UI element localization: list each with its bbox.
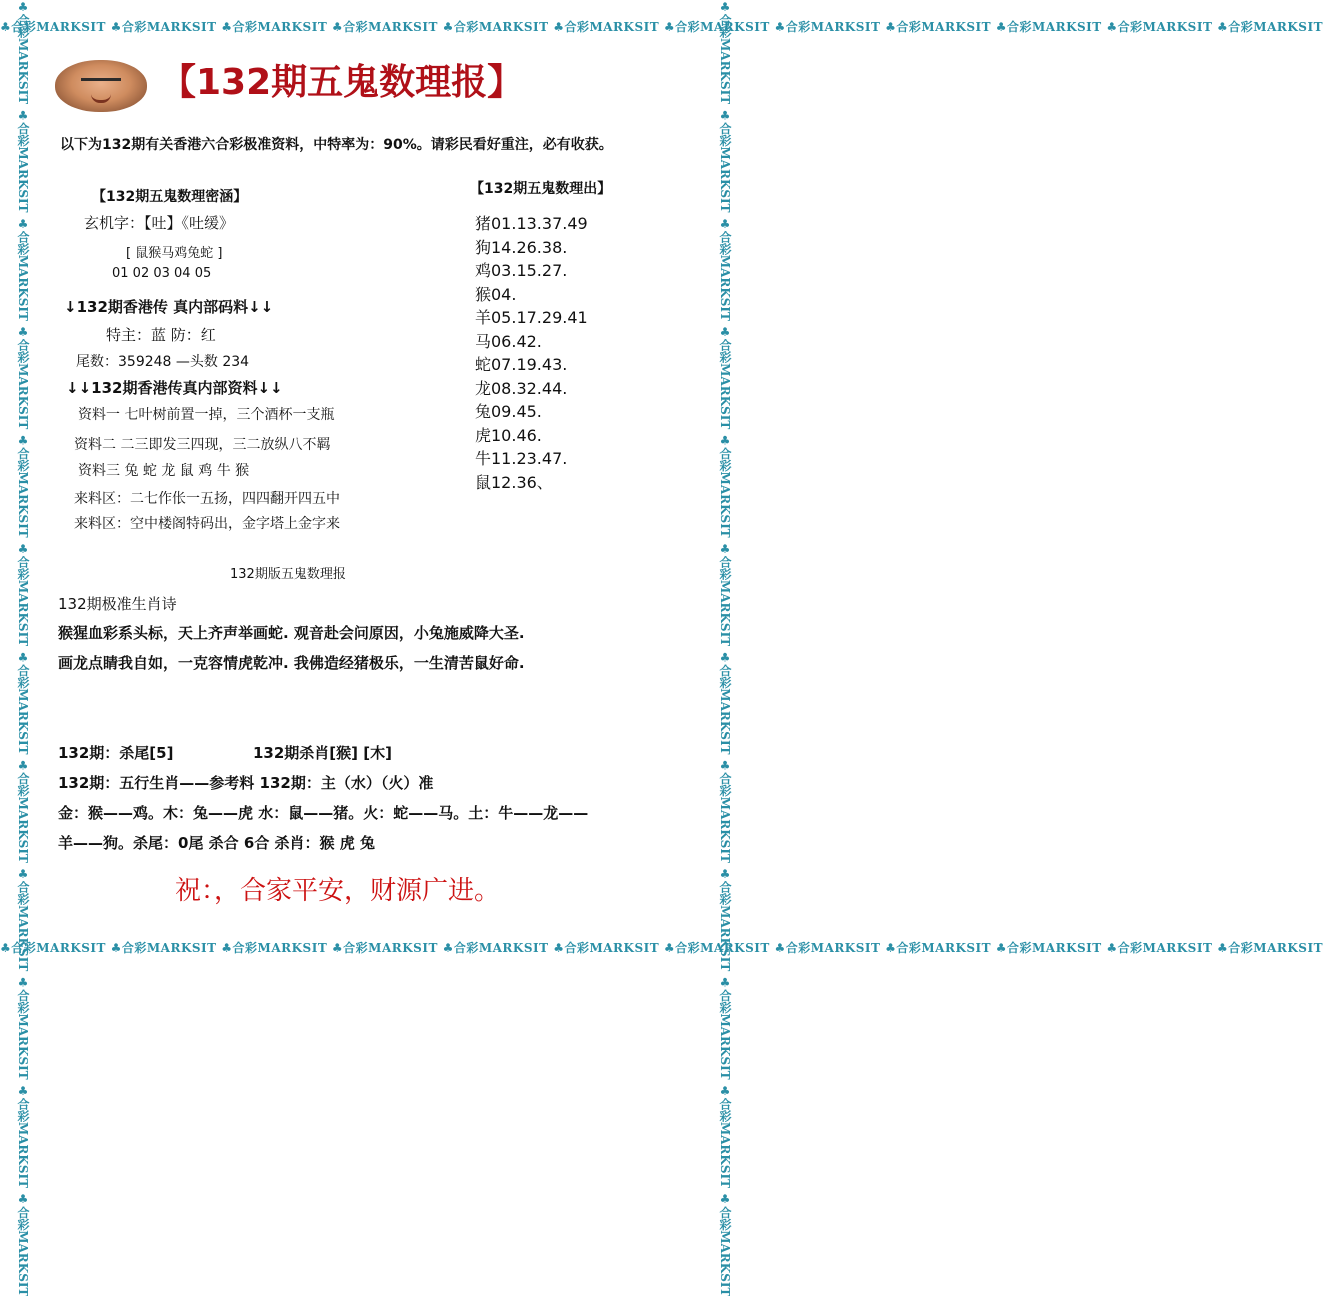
list-item: 猪01.13.37.49 [475,214,588,233]
section-title-data: ↓↓132期香港传真内部资料↓↓ [66,379,283,397]
blessing-text: 祝：，合家平安，财源广进。 [175,876,501,906]
right-section-title: 【132期五鬼数理出】 [470,181,612,197]
section-title-codes: ↓132期香港传 真内部码料↓↓ [64,298,274,316]
poem-line-1: 猴猩血彩系头标，天上齐声举画蛇. 观音赴会问原因，小兔施威降大圣. [58,624,525,642]
te-zhu-text: 特主：蓝 防：红 [106,326,216,344]
list-item: 蛇07.19.43. [475,355,568,374]
top-border: ♣合彩MARKSIT ♣合彩MARKSIT ♣合彩MARKSIT ♣合彩MARKSIT ♣合彩MARKSIT ♣合彩MARKSIT ♣合彩MARKSIT ♣合彩MARKSIT ♣合彩MARKSIT ♣合彩MARKSIT ♣合彩MARKSIT ♣合彩MARKSIT [0,20,1323,34]
portrait-image [55,60,147,112]
lailiao-2: 来料区：空中楼阁特码出，金字塔上金字来 [74,516,340,532]
tail-number-text: 尾数：359248 —头数 234 [76,354,250,370]
ziliao-1: 资料一 七叶树前置一掉，三个酒杯一支瓶 [78,407,335,423]
kill-zodiac-text: 132期杀肖[猴] [木] [253,744,392,762]
list-item: 鼠12.36、 [475,472,553,492]
page-title: 【132期五鬼数理报】 [160,62,524,103]
lailiao-1: 来料区：二七作伥一五扬，四四翻开四五中 [74,491,340,507]
mouth-shape [91,94,111,103]
intro-text: 以下为132期有关香港六合彩极准资料，中特率为：90%。请彩民看好重注，必有收获。 [60,137,613,153]
bottom-border: ♣合彩MARKSIT ♣合彩MARKSIT ♣合彩MARKSIT ♣合彩MARKSIT ♣合彩MARKSIT ♣合彩MARKSIT ♣合彩MARKSIT ♣合彩MARKSIT ♣合彩MARKSIT ♣合彩MARKSIT ♣合彩MARKSIT ♣合彩MARKSIT [0,941,1323,955]
list-item: 狗14.26.38. [475,237,568,257]
list-item: 羊05.17.29.41 [475,308,588,327]
list-item: 龙08.32.44. [475,378,568,398]
poem-line-2: 画龙点睛我自如，一克容情虎乾冲. 我佛造经猪极乐，一生清苦鼠好命. [58,654,525,672]
list-item: 马06.42. [475,331,542,351]
poem-title: 132期极准生肖诗 [58,595,177,613]
xuanji-text: 玄机字：【吐】《吐缓》 [84,214,235,232]
number-list: 01 02 03 04 05 [112,266,212,281]
zodiac-bracket: [ 鼠猴马鸡兔蛇 ] [126,246,223,261]
wuxing-text: 132期：五行生肖——参考料 132期：主（水）（火）准 [58,774,434,792]
list-item: 兔09.45. [475,402,542,421]
kill-tail-text: 132期：杀尾[5] [58,744,174,762]
list-item: 虎10.46. [475,425,542,445]
left-border: ♣合彩MARKSIT ♣合彩MARKSIT ♣合彩MARKSIT ♣合彩MARKSIT ♣合彩MARKSIT ♣合彩MARKSIT ♣合彩MARKSIT ♣合彩MARKSIT ♣合彩MARKSIT ♣合彩MARKSIT ♣合彩MARKSIT ♣合彩MARKSIT [16,0,30,1296]
list-item: 猴04. [475,284,517,304]
zodiac-number-list [475,212,588,494]
ziliao-3: 资料三 兔 蛇 龙 鼠 鸡 牛 猴 [78,463,250,479]
elements-line: 金：猴——鸡。木：兔——虎 水：鼠——猪。火：蛇——马。土：牛——龙—— [58,804,589,822]
list-item: 鸡03.15.27. [475,261,568,280]
section-title-secret: 【132期五鬼数理密涵】 [92,189,248,205]
right-border: ♣合彩MARKSIT ♣合彩MARKSIT ♣合彩MARKSIT ♣合彩MARKSIT ♣合彩MARKSIT ♣合彩MARKSIT ♣合彩MARKSIT ♣合彩MARKSIT ♣合彩MARKSIT ♣合彩MARKSIT ♣合彩MARKSIT ♣合彩MARKSIT [718,0,732,1296]
list-item: 牛11.23.47. [475,449,568,468]
elements-line-2: 羊——狗。杀尾：0尾 杀合 6合 杀肖：猴 虎 兔 [58,834,375,852]
glasses-shape [81,78,121,90]
mid-title: 132期版五鬼数理报 [230,567,346,582]
ziliao-2: 资料二 二三即发三四现，三二放纵八不羁 [74,437,331,453]
